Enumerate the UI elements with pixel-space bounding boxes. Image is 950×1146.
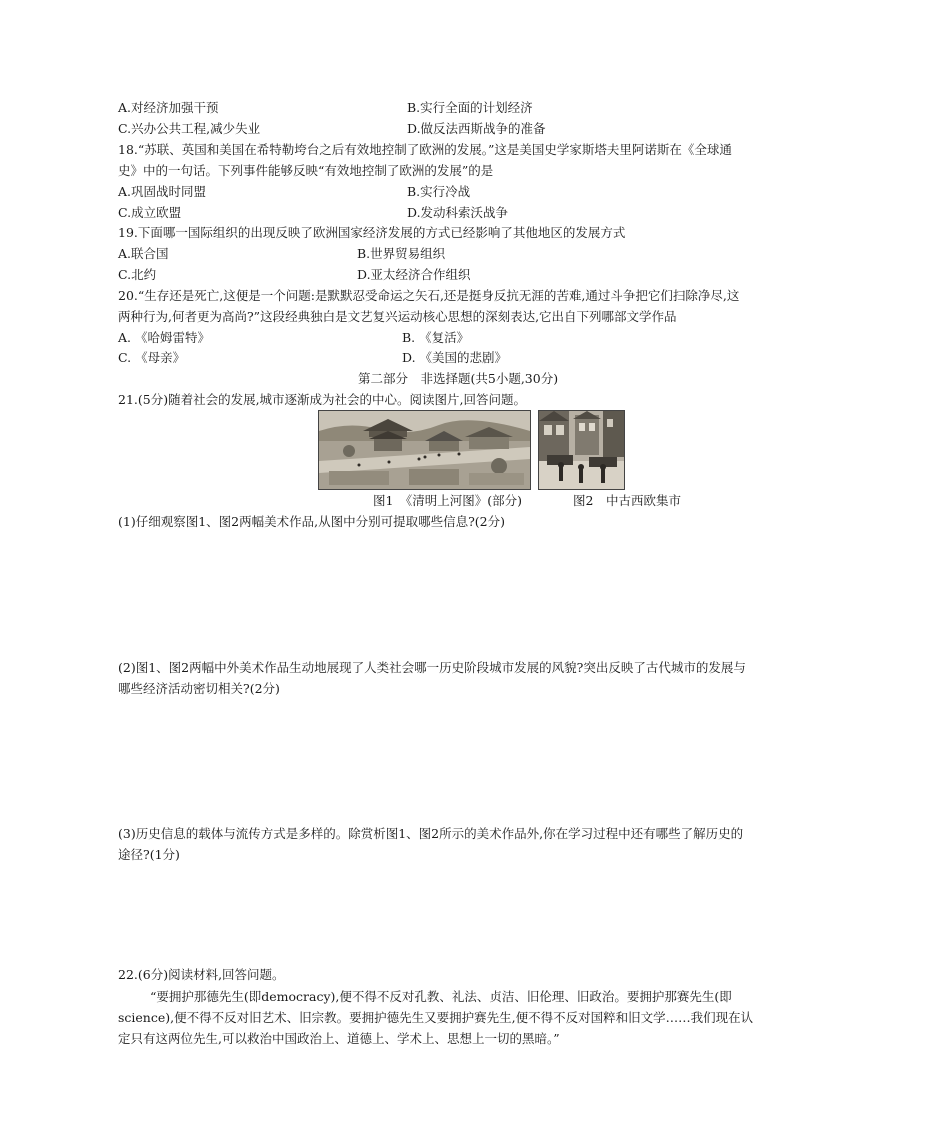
q22-quote-line3: 定只有这两位先生,可以救治中国政治上、道德上、学术上、思想上一切的黑暗。” [118, 1031, 560, 1046]
q20-stem-line2: 两种行为,何者更为高尚?”这段经典独白是文艺复兴运动核心思想的深刻表达,它出自下列哪部文学作品 [118, 309, 677, 324]
q20-option-c: C. 《母亲》 [118, 350, 186, 365]
q21-sub3-line1: (3)历史信息的载体与流传方式是多样的。除赏析图1、图2所示的美术作品外,你在学习过程中还有哪些了解历史的 [118, 826, 744, 841]
q21-sub2-line2: 哪些经济活动密切相关?(2分) [118, 681, 280, 696]
q22-stem: 22.(6分)阅读材料,回答问题。 [118, 967, 285, 982]
figure-2-caption: 图2 中古西欧集市 [573, 493, 681, 508]
figure-1-illustration [319, 411, 530, 489]
figure-2-medieval-market [538, 410, 625, 490]
q18-stem-line2: 史》中的一句话。下列事件能够反映“有效地控制了欧洲的发展”的是 [118, 163, 494, 178]
figure-2-illustration [539, 411, 624, 489]
q20-option-b: B. 《复活》 [402, 330, 470, 345]
q17-option-d: D.做反法西斯战争的准备 [407, 121, 546, 136]
q18-option-b: B.实行冷战 [407, 184, 471, 199]
part2-title: 第二部分 非选择题(共5小题,30分) [358, 371, 559, 386]
q19-option-a: A.联合国 [118, 246, 169, 261]
q19-option-d: D.亚太经济合作组织 [357, 267, 471, 282]
q21-stem: 21.(5分)随着社会的发展,城市逐渐成为社会的中心。阅读图片,回答问题。 [118, 392, 527, 407]
q17-option-a: A.对经济加强干预 [118, 100, 219, 115]
q18-option-a: A.巩固战时同盟 [118, 184, 207, 199]
q18-stem-line1: 18.“苏联、英国和美国在希特勒垮台之后有效地控制了欧洲的发展。”这是美国史学家斯塔夫里阿诺斯在《全球通 [118, 142, 732, 157]
figure-1-caption: 图1 《清明上河图》(部分) [373, 493, 522, 508]
q18-option-d: D.发动科索沃战争 [407, 205, 509, 220]
q20-option-d: D. 《美国的悲剧》 [402, 350, 508, 365]
q20-stem-line1: 20.“生存还是死亡,这便是一个问题:是默默忍受命运之矢石,还是挺身反抗无涯的苦难,通过斗争把它们扫除净尽,这 [118, 288, 740, 303]
q17-option-c: C.兴办公共工程,减少失业 [118, 121, 261, 136]
q21-sub2-line1: (2)图1、图2两幅中外美术作品生动地展现了人类社会哪一历史阶段城市发展的风貌?突出反映了古代城市的发展与 [118, 660, 746, 675]
q21-sub3-line2: 途径?(1分) [118, 847, 180, 862]
q19-stem: 19.下面哪一国际组织的出现反映了欧洲国家经济发展的方式已经影响了其他地区的发展方式 [118, 225, 626, 240]
q22-quote-line2: science),便不得不反对旧艺术、旧宗教。要拥护德先生又要拥护赛先生,便不得不反对国粹和旧文学……我们现在认 [118, 1010, 754, 1025]
q18-option-c: C.成立欧盟 [118, 205, 182, 220]
q19-option-c: C.北约 [118, 267, 157, 282]
figure-1-qingming-painting [318, 410, 531, 490]
q20-option-a: A. 《哈姆雷特》 [118, 330, 210, 345]
q21-sub1: (1)仔细观察图1、图2两幅美术作品,从图中分别可提取哪些信息?(2分) [118, 514, 505, 529]
q17-option-b: B.实行全面的计划经济 [407, 100, 533, 115]
q19-option-b: B.世界贸易组织 [357, 246, 446, 261]
q22-quote-line1: “要拥护那德先生(即democracy),便不得不反对孔教、礼法、贞洁、旧伦理、旧政治。要拥护那赛先生(即 [150, 989, 732, 1004]
